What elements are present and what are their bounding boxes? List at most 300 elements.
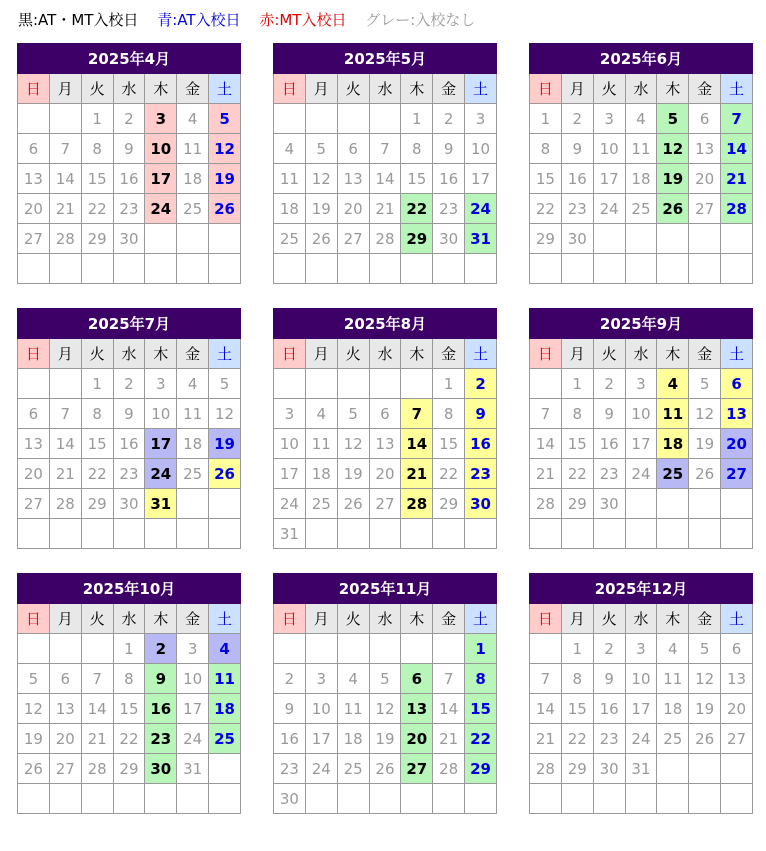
- day-cell: 4: [337, 664, 369, 694]
- day-cell: 7: [401, 399, 433, 429]
- day-cell: 31: [145, 489, 177, 519]
- empty-cell: [530, 369, 562, 399]
- day-cell: 14: [721, 134, 753, 164]
- empty-cell: [530, 254, 562, 284]
- day-cell: 10: [305, 694, 337, 724]
- day-cell: 14: [530, 694, 562, 724]
- day-cell: 25: [177, 194, 209, 224]
- day-cell: 26: [337, 489, 369, 519]
- day-cell: 18: [657, 694, 689, 724]
- month-title: 2025年11月: [274, 574, 497, 604]
- weekday-header: 金: [433, 74, 465, 104]
- day-cell: 2: [433, 104, 465, 134]
- empty-cell: [657, 754, 689, 784]
- day-cell: 7: [721, 104, 753, 134]
- weekday-header: 金: [689, 604, 721, 634]
- empty-cell: [530, 519, 562, 549]
- month-calendar: [17, 573, 241, 814]
- empty-cell: [49, 104, 81, 134]
- weekday-header: 水: [113, 604, 145, 634]
- day-cell: 21: [530, 459, 562, 489]
- day-cell: 12: [305, 164, 337, 194]
- day-cell: 13: [689, 134, 721, 164]
- empty-cell: [337, 104, 369, 134]
- day-cell: 23: [113, 459, 145, 489]
- day-cell: 8: [433, 399, 465, 429]
- weekday-header: 水: [369, 74, 401, 104]
- day-cell: 4: [625, 104, 657, 134]
- empty-cell: [145, 519, 177, 549]
- day-cell: 13: [369, 429, 401, 459]
- empty-cell: [209, 489, 241, 519]
- day-cell: 20: [721, 429, 753, 459]
- day-cell: 29: [561, 754, 593, 784]
- day-cell: 6: [369, 399, 401, 429]
- day-cell: 23: [593, 459, 625, 489]
- day-cell: 31: [177, 754, 209, 784]
- day-cell: 27: [18, 224, 50, 254]
- empty-cell: [305, 784, 337, 814]
- weekday-header: 日: [274, 74, 306, 104]
- weekday-header: 日: [274, 339, 306, 369]
- day-cell: 29: [81, 224, 113, 254]
- day-cell: 11: [625, 134, 657, 164]
- weekday-header: 金: [433, 339, 465, 369]
- day-cell: 12: [209, 399, 241, 429]
- weekday-header: 金: [433, 604, 465, 634]
- day-cell: 2: [593, 634, 625, 664]
- day-cell: 21: [49, 459, 81, 489]
- day-cell: 21: [81, 724, 113, 754]
- empty-cell: [337, 519, 369, 549]
- day-cell: 25: [209, 724, 241, 754]
- weekday-header: 木: [401, 339, 433, 369]
- weekday-header: 火: [81, 74, 113, 104]
- day-cell: 20: [18, 194, 50, 224]
- weekday-header: 木: [657, 339, 689, 369]
- day-cell: 1: [561, 634, 593, 664]
- day-cell: 30: [113, 224, 145, 254]
- day-cell: 5: [209, 369, 241, 399]
- day-cell: 6: [401, 664, 433, 694]
- empty-cell: [689, 519, 721, 549]
- day-cell: 23: [274, 754, 306, 784]
- weekday-header: 土: [209, 74, 241, 104]
- empty-cell: [593, 519, 625, 549]
- day-cell: 9: [113, 134, 145, 164]
- day-cell: 25: [337, 754, 369, 784]
- weekday-header: 土: [721, 604, 753, 634]
- day-cell: 3: [177, 634, 209, 664]
- day-cell: 14: [81, 694, 113, 724]
- day-cell: 4: [657, 634, 689, 664]
- day-cell: 24: [465, 194, 497, 224]
- empty-cell: [81, 784, 113, 814]
- day-cell: 10: [274, 429, 306, 459]
- weekday-header: 月: [305, 339, 337, 369]
- day-cell: 17: [145, 164, 177, 194]
- day-cell: 8: [81, 134, 113, 164]
- day-cell: 18: [209, 694, 241, 724]
- day-cell: 16: [433, 164, 465, 194]
- day-cell: 20: [337, 194, 369, 224]
- day-cell: 26: [209, 194, 241, 224]
- day-cell: 29: [433, 489, 465, 519]
- day-cell: 3: [305, 664, 337, 694]
- weekday-header: 日: [530, 339, 562, 369]
- day-cell: 27: [18, 489, 50, 519]
- empty-cell: [465, 519, 497, 549]
- empty-cell: [177, 784, 209, 814]
- day-cell: 30: [561, 224, 593, 254]
- day-cell: 1: [433, 369, 465, 399]
- day-cell: 10: [145, 134, 177, 164]
- day-cell: 1: [401, 104, 433, 134]
- empty-cell: [369, 369, 401, 399]
- empty-cell: [81, 634, 113, 664]
- day-cell: 4: [177, 369, 209, 399]
- day-cell: 5: [689, 369, 721, 399]
- day-cell: 9: [593, 399, 625, 429]
- day-cell: 28: [369, 224, 401, 254]
- day-cell: 13: [337, 164, 369, 194]
- day-cell: 7: [81, 664, 113, 694]
- weekday-header: 水: [625, 339, 657, 369]
- empty-cell: [369, 104, 401, 134]
- weekday-header: 木: [657, 604, 689, 634]
- day-cell: 28: [401, 489, 433, 519]
- day-cell: 17: [593, 164, 625, 194]
- day-cell: 7: [530, 399, 562, 429]
- month-title: 2025年9月: [530, 309, 753, 339]
- weekday-header: 火: [593, 339, 625, 369]
- empty-cell: [113, 784, 145, 814]
- day-cell: 27: [337, 224, 369, 254]
- day-cell: 29: [465, 754, 497, 784]
- weekday-header: 水: [625, 74, 657, 104]
- day-cell: 26: [689, 724, 721, 754]
- empty-cell: [18, 634, 50, 664]
- day-cell: 16: [561, 164, 593, 194]
- empty-cell: [625, 254, 657, 284]
- empty-cell: [81, 519, 113, 549]
- day-cell: 14: [49, 429, 81, 459]
- day-cell: 20: [49, 724, 81, 754]
- day-cell: 15: [81, 429, 113, 459]
- day-cell: 28: [530, 489, 562, 519]
- day-cell: 28: [721, 194, 753, 224]
- day-cell: 15: [561, 694, 593, 724]
- day-cell: 1: [81, 104, 113, 134]
- day-cell: 3: [625, 634, 657, 664]
- day-cell: 12: [18, 694, 50, 724]
- day-cell: 15: [81, 164, 113, 194]
- weekday-header: 木: [401, 74, 433, 104]
- day-cell: 30: [433, 224, 465, 254]
- empty-cell: [401, 254, 433, 284]
- empty-cell: [337, 784, 369, 814]
- weekday-header: 木: [401, 604, 433, 634]
- month-calendar: [17, 43, 241, 284]
- day-cell: 8: [465, 664, 497, 694]
- day-cell: 30: [593, 754, 625, 784]
- day-cell: 10: [145, 399, 177, 429]
- day-cell: 18: [657, 429, 689, 459]
- weekday-header: 金: [177, 339, 209, 369]
- day-cell: 29: [81, 489, 113, 519]
- day-cell: 15: [561, 429, 593, 459]
- empty-cell: [337, 254, 369, 284]
- day-cell: 11: [657, 399, 689, 429]
- weekday-header: 土: [465, 339, 497, 369]
- day-cell: 6: [689, 104, 721, 134]
- month-calendar: [273, 43, 497, 284]
- empty-cell: [465, 784, 497, 814]
- day-cell: 22: [401, 194, 433, 224]
- empty-cell: [305, 104, 337, 134]
- month-title: 2025年10月: [18, 574, 241, 604]
- empty-cell: [657, 254, 689, 284]
- empty-cell: [49, 784, 81, 814]
- day-cell: 10: [593, 134, 625, 164]
- day-cell: 11: [177, 134, 209, 164]
- day-cell: 23: [433, 194, 465, 224]
- day-cell: 16: [593, 694, 625, 724]
- day-cell: 29: [530, 224, 562, 254]
- day-cell: 20: [721, 694, 753, 724]
- day-cell: 13: [401, 694, 433, 724]
- weekday-header: 木: [145, 339, 177, 369]
- month-calendar: [529, 573, 753, 814]
- empty-cell: [530, 784, 562, 814]
- empty-cell: [209, 519, 241, 549]
- day-cell: 27: [721, 724, 753, 754]
- day-cell: 6: [721, 634, 753, 664]
- day-cell: 12: [337, 429, 369, 459]
- empty-cell: [689, 489, 721, 519]
- weekday-header: 火: [81, 339, 113, 369]
- month-calendar: [529, 308, 753, 549]
- day-cell: 17: [465, 164, 497, 194]
- day-cell: 24: [593, 194, 625, 224]
- day-cell: 22: [81, 459, 113, 489]
- day-cell: 20: [401, 724, 433, 754]
- weekday-header: 金: [689, 339, 721, 369]
- empty-cell: [721, 224, 753, 254]
- day-cell: 12: [369, 694, 401, 724]
- month-title: 2025年7月: [18, 309, 241, 339]
- day-cell: 18: [305, 459, 337, 489]
- empty-cell: [369, 519, 401, 549]
- month-title: 2025年12月: [530, 574, 753, 604]
- day-cell: 31: [465, 224, 497, 254]
- empty-cell: [561, 784, 593, 814]
- weekday-header: 水: [625, 604, 657, 634]
- empty-cell: [18, 369, 50, 399]
- day-cell: 1: [530, 104, 562, 134]
- day-cell: 17: [177, 694, 209, 724]
- weekday-header: 火: [337, 339, 369, 369]
- empty-cell: [721, 784, 753, 814]
- weekday-header: 日: [18, 339, 50, 369]
- day-cell: 1: [81, 369, 113, 399]
- empty-cell: [369, 784, 401, 814]
- day-cell: 19: [18, 724, 50, 754]
- day-cell: 19: [305, 194, 337, 224]
- day-cell: 5: [18, 664, 50, 694]
- day-cell: 17: [305, 724, 337, 754]
- day-cell: 7: [530, 664, 562, 694]
- empty-cell: [657, 519, 689, 549]
- day-cell: 24: [625, 724, 657, 754]
- empty-cell: [81, 254, 113, 284]
- empty-cell: [689, 254, 721, 284]
- empty-cell: [49, 519, 81, 549]
- day-cell: 28: [49, 224, 81, 254]
- empty-cell: [593, 254, 625, 284]
- day-cell: 30: [465, 489, 497, 519]
- day-cell: 2: [465, 369, 497, 399]
- month-calendar: [273, 308, 497, 549]
- day-cell: 26: [209, 459, 241, 489]
- empty-cell: [209, 784, 241, 814]
- day-cell: 29: [401, 224, 433, 254]
- day-cell: 25: [177, 459, 209, 489]
- day-cell: 21: [401, 459, 433, 489]
- weekday-header: 月: [49, 339, 81, 369]
- day-cell: 8: [530, 134, 562, 164]
- day-cell: 6: [18, 134, 50, 164]
- empty-cell: [625, 784, 657, 814]
- day-cell: 26: [305, 224, 337, 254]
- day-cell: 21: [530, 724, 562, 754]
- empty-cell: [177, 489, 209, 519]
- day-cell: 1: [465, 634, 497, 664]
- weekday-header: 水: [369, 339, 401, 369]
- empty-cell: [625, 489, 657, 519]
- empty-cell: [401, 634, 433, 664]
- day-cell: 23: [145, 724, 177, 754]
- month-title: 2025年6月: [530, 44, 753, 74]
- weekday-header: 金: [689, 74, 721, 104]
- day-cell: 31: [625, 754, 657, 784]
- empty-cell: [305, 254, 337, 284]
- day-cell: 5: [657, 104, 689, 134]
- empty-cell: [689, 754, 721, 784]
- day-cell: 26: [18, 754, 50, 784]
- month-calendar: [273, 573, 497, 814]
- day-cell: 20: [369, 459, 401, 489]
- day-cell: 7: [369, 134, 401, 164]
- weekday-header: 月: [561, 604, 593, 634]
- day-cell: 8: [561, 664, 593, 694]
- weekday-header: 日: [18, 74, 50, 104]
- empty-cell: [274, 634, 306, 664]
- day-cell: 3: [593, 104, 625, 134]
- empty-cell: [433, 254, 465, 284]
- month-title: 2025年4月: [18, 44, 241, 74]
- day-cell: 24: [145, 194, 177, 224]
- weekday-header: 月: [561, 339, 593, 369]
- day-cell: 9: [274, 694, 306, 724]
- day-cell: 3: [274, 399, 306, 429]
- empty-cell: [18, 519, 50, 549]
- day-cell: 15: [113, 694, 145, 724]
- empty-cell: [369, 634, 401, 664]
- day-cell: 13: [721, 399, 753, 429]
- day-cell: 19: [337, 459, 369, 489]
- weekday-header: 土: [209, 604, 241, 634]
- day-cell: 30: [145, 754, 177, 784]
- day-cell: 2: [593, 369, 625, 399]
- day-cell: 1: [113, 634, 145, 664]
- weekday-header: 火: [593, 604, 625, 634]
- day-cell: 5: [689, 634, 721, 664]
- empty-cell: [49, 634, 81, 664]
- weekday-header: 火: [337, 74, 369, 104]
- weekday-header: 月: [305, 74, 337, 104]
- day-cell: 24: [305, 754, 337, 784]
- empty-cell: [433, 519, 465, 549]
- day-cell: 9: [113, 399, 145, 429]
- day-cell: 20: [18, 459, 50, 489]
- day-cell: 11: [274, 164, 306, 194]
- day-cell: 25: [657, 459, 689, 489]
- day-cell: 5: [305, 134, 337, 164]
- empty-cell: [305, 634, 337, 664]
- day-cell: 23: [593, 724, 625, 754]
- day-cell: 27: [721, 459, 753, 489]
- day-cell: 9: [145, 664, 177, 694]
- day-cell: 21: [369, 194, 401, 224]
- day-cell: 6: [49, 664, 81, 694]
- day-cell: 24: [145, 459, 177, 489]
- day-cell: 24: [625, 459, 657, 489]
- day-cell: 28: [49, 489, 81, 519]
- day-cell: 22: [465, 724, 497, 754]
- empty-cell: [465, 254, 497, 284]
- weekday-header: 土: [465, 604, 497, 634]
- weekday-header: 日: [274, 604, 306, 634]
- day-cell: 10: [625, 664, 657, 694]
- day-cell: 5: [209, 104, 241, 134]
- empty-cell: [593, 224, 625, 254]
- empty-cell: [274, 254, 306, 284]
- day-cell: 8: [81, 399, 113, 429]
- empty-cell: [657, 489, 689, 519]
- day-cell: 14: [433, 694, 465, 724]
- weekday-header: 火: [593, 74, 625, 104]
- month-calendar: [529, 43, 753, 284]
- day-cell: 26: [689, 459, 721, 489]
- month-title: 2025年8月: [274, 309, 497, 339]
- weekday-header: 木: [657, 74, 689, 104]
- empty-cell: [145, 784, 177, 814]
- weekday-header: 水: [113, 74, 145, 104]
- empty-cell: [177, 519, 209, 549]
- empty-cell: [18, 784, 50, 814]
- day-cell: 13: [721, 664, 753, 694]
- day-cell: 16: [113, 429, 145, 459]
- day-cell: 30: [274, 784, 306, 814]
- empty-cell: [433, 784, 465, 814]
- empty-cell: [274, 369, 306, 399]
- day-cell: 2: [113, 104, 145, 134]
- empty-cell: [177, 254, 209, 284]
- weekday-header: 月: [561, 74, 593, 104]
- day-cell: 25: [274, 224, 306, 254]
- day-cell: 8: [401, 134, 433, 164]
